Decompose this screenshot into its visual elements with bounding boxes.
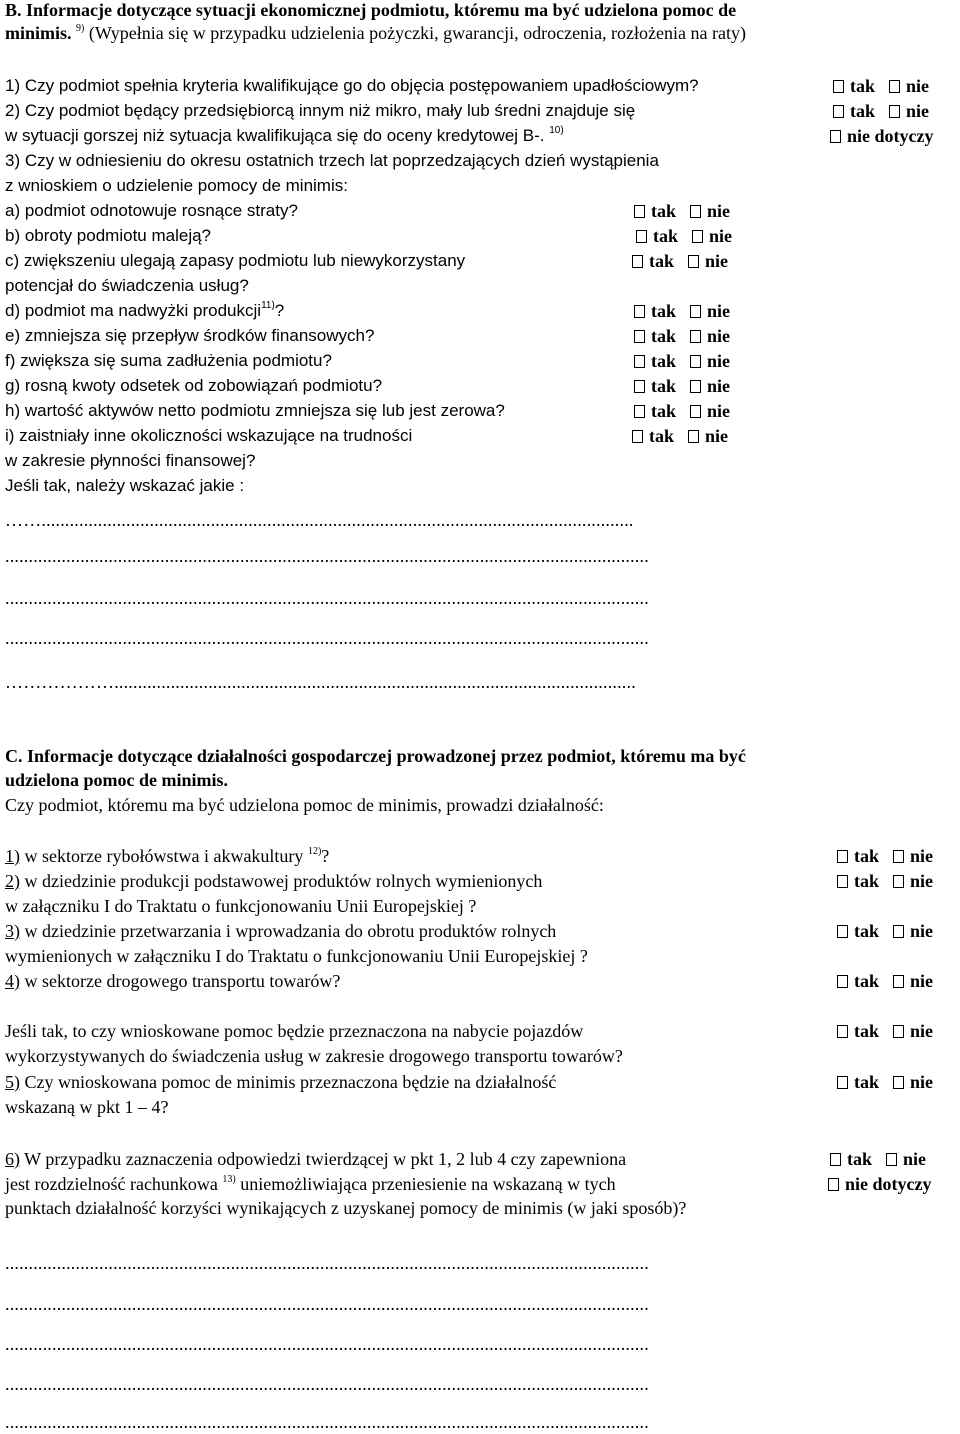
option-label: nie: [707, 201, 731, 221]
c-question-5-line2: wskazaną w pkt 1 – 4?: [5, 1097, 169, 1117]
c-question-6-text-b: uniemożliwiająca przeniesienie na wskazaną w tych: [235, 1174, 616, 1194]
c-question-5-text: Czy wnioskowana pomoc de minimis przeznaczona będzie na działalność: [20, 1072, 557, 1092]
checkbox-nie[interactable]: [690, 330, 701, 343]
section-b-title-line2: [5, 23, 746, 43]
answer-line-4[interactable]: .........................................................................................................................................: [5, 628, 649, 648]
section-b-note: (Wypełnia się w przypadku udzielenia pożyczki, gwarancji, odroczenia, rozłożenia na raty): [84, 23, 746, 43]
sub-question-c-line2: potencjał do świadczenia usług?: [5, 276, 249, 295]
c-question-3-line1: [5, 921, 556, 941]
section-b-title-line1: B. Informacje dotyczące sytuacji ekonomicznej podmiotu, któremu ma być udzielona pomoc de: [5, 0, 737, 20]
if-yes-prompt: Jeśli tak, należy wskazać jakie :: [5, 476, 245, 495]
option-label: tak: [651, 376, 677, 396]
section-c-title-line2: udzielona pomoc de minimis.: [5, 770, 229, 790]
c-question-4b-line1: Jeśli tak, to czy wnioskowane pomoc będzie przeznaczona na nabycie pojazdów: [5, 1021, 584, 1041]
checkbox-tak[interactable]: [837, 975, 848, 988]
c1-options: [837, 846, 933, 866]
c-question-5-number: 5): [5, 1072, 20, 1092]
checkbox-tak[interactable]: [830, 1153, 841, 1166]
option-label: tak: [854, 1021, 880, 1041]
option-label: nie: [910, 846, 934, 866]
option-label: tak: [854, 846, 880, 866]
checkbox-tak[interactable]: [634, 330, 645, 343]
checkbox-nie[interactable]: [886, 1153, 897, 1166]
footnote-ref: 9): [76, 23, 85, 34]
c-question-2-text: w dziedzinie produkcji podstawowej produktów rolnych wymienionych: [20, 871, 543, 891]
c4b-options: [837, 1021, 933, 1041]
sub-question-d: [5, 301, 284, 321]
c-answer-line-5[interactable]: .........................................................................................................................................: [5, 1412, 649, 1432]
checkbox-nie[interactable]: [893, 925, 904, 938]
checkbox-tak[interactable]: [833, 80, 844, 93]
c-question-3-text: w dziedzinie przetwarzania i wprowadzania do obrotu produktów rolnych: [20, 921, 557, 941]
footnote-ref: 12): [307, 846, 322, 857]
checkbox-tak[interactable]: [634, 380, 645, 393]
checkbox-nie[interactable]: [690, 380, 701, 393]
c-question-2-number: 2): [5, 871, 20, 891]
option-label: nie: [707, 301, 731, 321]
sub-question-i-line2: w zakresie płynności finansowej?: [5, 451, 256, 470]
option-label: nie dotyczy: [847, 126, 934, 146]
c-question-6-line3: punktach działalność korzyści wynikających z uzyskanej pomocy de minimis (w jaki sposób)?: [5, 1198, 687, 1218]
c-question-6-number: 6): [5, 1149, 20, 1169]
option-label: tak: [651, 326, 677, 346]
option-label: tak: [651, 401, 677, 421]
sub-question-h: h) wartość aktywów netto podmiotu zmniejsza się lub jest zerowa?: [5, 401, 505, 420]
c4-options: [837, 971, 933, 991]
c3-options: [837, 921, 933, 941]
c-question-6-line1: [5, 1149, 626, 1169]
answer-line-2[interactable]: .........................................................................................................................................: [5, 546, 649, 566]
option-label: nie: [910, 871, 934, 891]
question-mark: ?: [274, 301, 285, 320]
checkbox-nie[interactable]: [893, 1076, 904, 1089]
q2-not-applicable: [830, 126, 933, 146]
sub-question-g: g) rosną kwoty odsetek od zobowiązań podmiotu?: [5, 376, 383, 395]
option-label: tak: [649, 251, 675, 271]
checkbox-nie[interactable]: [692, 230, 703, 243]
option-label: tak: [649, 426, 675, 446]
option-label: tak: [651, 201, 677, 221]
sub-question-c-line1: c) zwiększeniu ulegają zapasy podmiotu lub niewykorzystany: [5, 251, 466, 270]
option-label: tak: [651, 351, 677, 371]
g-options: [634, 376, 730, 396]
b-options: [636, 226, 732, 246]
option-label: tak: [651, 301, 677, 321]
section-c-intro: Czy podmiot, któremu ma być udzielona pomoc de minimis, prowadzi działalność:: [5, 795, 604, 815]
c-question-1-text: w sektorze rybołówstwa i akwakultury: [20, 846, 308, 866]
h-options: [634, 401, 730, 421]
c-question-6-text-a: jest rozdzielność rachunkowa: [5, 1174, 223, 1194]
f-options: [634, 351, 730, 371]
checkbox-nie[interactable]: [690, 405, 701, 418]
checkbox-tak[interactable]: [833, 105, 844, 118]
i-options: [632, 426, 728, 446]
c-options: [632, 251, 728, 271]
footnote-ref: 10): [549, 125, 564, 137]
c-question-5-line1: [5, 1072, 556, 1092]
c-answer-line-1[interactable]: .........................................................................................................................................: [5, 1253, 649, 1273]
c-question-1-number: 1): [5, 846, 20, 866]
option-label: tak: [850, 76, 876, 96]
section-c-title-line1: C. Informacje dotyczące działalności gospodarczej prowadzonej przez podmiot, któremu ma być: [5, 746, 746, 766]
question-2-line2: [5, 126, 564, 146]
answer-line-5[interactable]: ………………...............................................................................................................: [5, 672, 636, 692]
option-label: nie dotyczy: [845, 1174, 932, 1194]
option-label: nie: [906, 101, 930, 121]
question-3-line2: z wnioskiem o udzielenie pomocy de minimis:: [5, 176, 348, 195]
sub-question-b: b) obroty podmiotu maleją?: [5, 226, 212, 245]
option-label: nie: [707, 351, 731, 371]
option-label: nie: [707, 376, 731, 396]
c-answer-line-3[interactable]: .........................................................................................................................................: [5, 1334, 649, 1354]
option-label: tak: [854, 871, 880, 891]
option-label: nie: [910, 1072, 934, 1092]
a-options: [634, 201, 730, 221]
section-b-title-minimis: minimis.: [5, 23, 72, 43]
checkbox-tak[interactable]: [634, 355, 645, 368]
checkbox-tak[interactable]: [634, 305, 645, 318]
e-options: [634, 326, 730, 346]
checkbox-nie[interactable]: [690, 205, 701, 218]
question-3-line1: 3) Czy w odniesieniu do okresu ostatnich trzech lat poprzedzających dzień wystąpienia: [5, 151, 659, 170]
question-2-text: w sytuacji gorszej niż sytuacja kwalifikująca się do oceny kredytowej B-.: [5, 126, 545, 145]
sub-question-a: a) podmiot odnotowuje rosnące straty?: [5, 201, 298, 220]
c-question-4-number: 4): [5, 971, 20, 991]
option-label: tak: [850, 101, 876, 121]
checkbox-nie[interactable]: [889, 80, 900, 93]
checkbox-nie[interactable]: [688, 255, 699, 268]
sub-question-f: f) zwiększa się suma zadłużenia podmiotu?: [5, 351, 332, 370]
sub-question-e: e) zmniejsza się przepływ środków finansowych?: [5, 326, 375, 345]
option-label: tak: [854, 971, 880, 991]
option-label: tak: [847, 1149, 873, 1169]
checkbox-tak[interactable]: [634, 205, 645, 218]
option-label: nie: [707, 326, 731, 346]
c-question-6-line2: [5, 1174, 616, 1194]
checkbox-nie-dotyczy[interactable]: [828, 1178, 839, 1191]
checkbox-nie[interactable]: [893, 850, 904, 863]
question-1: 1) Czy podmiot spełnia kryteria kwalifikujące go do objęcia postępowaniem upadłościowym?: [5, 76, 699, 95]
q2-options: [833, 101, 929, 121]
checkbox-nie[interactable]: [893, 1025, 904, 1038]
option-label: nie: [903, 1149, 927, 1169]
c-question-2-line1: [5, 871, 542, 891]
footnote-ref: 11): [261, 300, 275, 312]
c2-options: [837, 871, 933, 891]
question-mark: ?: [321, 846, 330, 866]
checkbox-nie[interactable]: [893, 875, 904, 888]
c-question-4-text: w sektorze drogowego transportu towarów?: [20, 971, 341, 991]
c-question-3-line2: wymienionych w załączniku I do Traktatu o funkcjonowaniu Unii Europejskiej ?: [5, 946, 588, 966]
c-question-6-text: W przypadku zaznaczenia odpowiedzi twierdzącej w pkt 1, 2 lub 4 czy zapewniona: [20, 1149, 627, 1169]
checkbox-tak[interactable]: [837, 1025, 848, 1038]
checkbox-nie[interactable]: [690, 355, 701, 368]
checkbox-tak[interactable]: [837, 1076, 848, 1089]
c-answer-line-4[interactable]: .........................................................................................................................................: [5, 1374, 649, 1394]
answer-line-1[interactable]: ……..............................................................................................................................: [5, 510, 634, 530]
checkbox-tak[interactable]: [837, 850, 848, 863]
option-label: tak: [854, 1072, 880, 1092]
checkbox-tak[interactable]: [837, 925, 848, 938]
c5-options: [837, 1072, 933, 1092]
checkbox-nie[interactable]: [889, 105, 900, 118]
option-label: nie: [705, 426, 729, 446]
checkbox-tak[interactable]: [636, 230, 647, 243]
option-label: nie: [705, 251, 729, 271]
checkbox-tak[interactable]: [634, 405, 645, 418]
c-question-2-line2: w załączniku I do Traktatu o funkcjonowaniu Unii Europejskiej ?: [5, 896, 477, 916]
checkbox-nie[interactable]: [690, 305, 701, 318]
c6-not-applicable: [828, 1174, 931, 1194]
c-question-3-number: 3): [5, 921, 20, 941]
q1-options: [833, 76, 929, 96]
question-2-line1: 2) Czy podmiot będący przedsiębiorcą innym niż mikro, mały lub średni znajduje się: [5, 101, 636, 120]
d-options: [634, 301, 730, 321]
footnote-ref: 13): [222, 1174, 236, 1185]
c-question-4b-line2: wykorzystywanych do świadczenia usług w zakresie drogowego transportu towarów?: [5, 1046, 623, 1066]
c6-options: [830, 1149, 926, 1169]
option-label: nie: [707, 401, 731, 421]
c-answer-line-2[interactable]: .........................................................................................................................................: [5, 1294, 649, 1314]
option-label: tak: [653, 226, 679, 246]
checkbox-tak[interactable]: [837, 875, 848, 888]
option-label: nie: [906, 76, 930, 96]
sub-question-d-text: d) podmiot ma nadwyżki produkcji: [5, 301, 262, 320]
c-question-4: [5, 971, 340, 991]
sub-question-i-line1: i) zaistniały inne okoliczności wskazujące na trudności: [5, 426, 413, 445]
answer-line-3[interactable]: .........................................................................................................................................: [5, 588, 649, 608]
checkbox-tak[interactable]: [632, 430, 643, 443]
option-label: nie: [910, 971, 934, 991]
checkbox-tak[interactable]: [632, 255, 643, 268]
option-label: nie: [910, 921, 934, 941]
checkbox-nie[interactable]: [688, 430, 699, 443]
option-label: nie: [910, 1021, 934, 1041]
option-label: tak: [854, 921, 880, 941]
option-label: nie: [709, 226, 733, 246]
c-question-1: [5, 846, 329, 866]
checkbox-nie-dotyczy[interactable]: [830, 130, 841, 143]
checkbox-nie[interactable]: [893, 975, 904, 988]
